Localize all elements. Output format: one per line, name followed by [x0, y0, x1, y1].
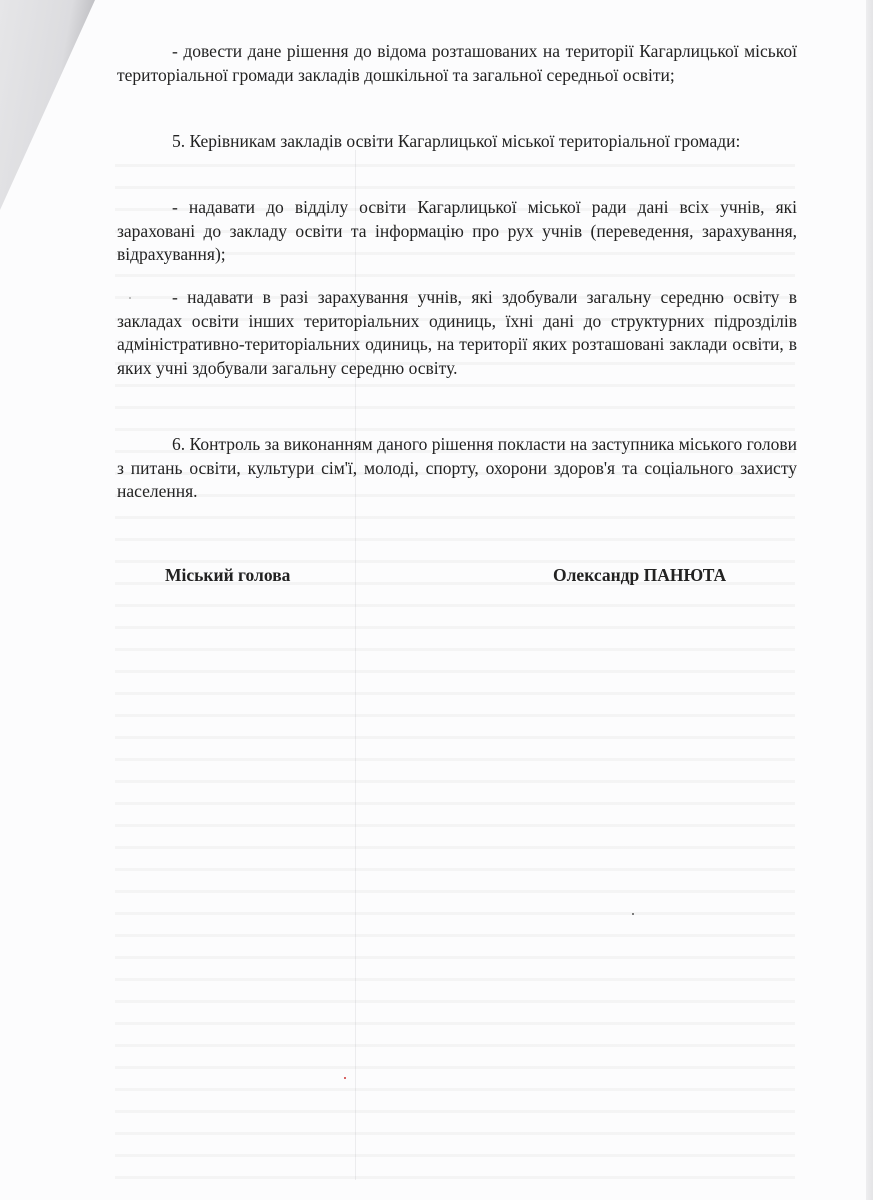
scan-speck: [129, 297, 131, 299]
signature-position: Міський голова: [165, 565, 291, 585]
scan-speck: [344, 1077, 346, 1079]
scan-speck: [632, 913, 634, 915]
paragraph-inform-institutions: - довести дане рішення до відома розташованих на території Кагарлицької міської територіальної громади закладів дошкільної та загальної середньої освіти;: [117, 41, 797, 85]
paragraph-provide-transfer-data: - надавати в разі зарахування учнів, які здобували загальну середню освіту в закладах освіти інших територіальних одиниць, їхні дані до структурних підрозділів адміністративно-територіальних одиниць, на території яких розташовані заклади освіти, в яких учні здобували загальну середню освіту.: [117, 287, 797, 378]
paragraph-provide-student-data: - надавати до відділу освіти Кагарлицької міської ради дані всіх учнів, які зараховані до закладу освіти та інформацію про рух учнів (переведення, зарахування, відрахування);: [117, 197, 797, 264]
signature-name: Олександр ПАНЮТА: [553, 565, 727, 585]
folded-corner: [0, 0, 95, 210]
page-edge-shadow: [866, 0, 873, 1200]
paragraph-item-6-control: 6. Контроль за виконанням даного рішення покласти на заступника міського голови з питань освіти, культури сім'ї, молоді, спорту, охорони здоров'я та соціального захисту населення.: [117, 434, 797, 501]
paragraph-item-5: 5. Керівникам закладів освіти Кагарлицької міської територіальної громади:: [172, 131, 741, 151]
